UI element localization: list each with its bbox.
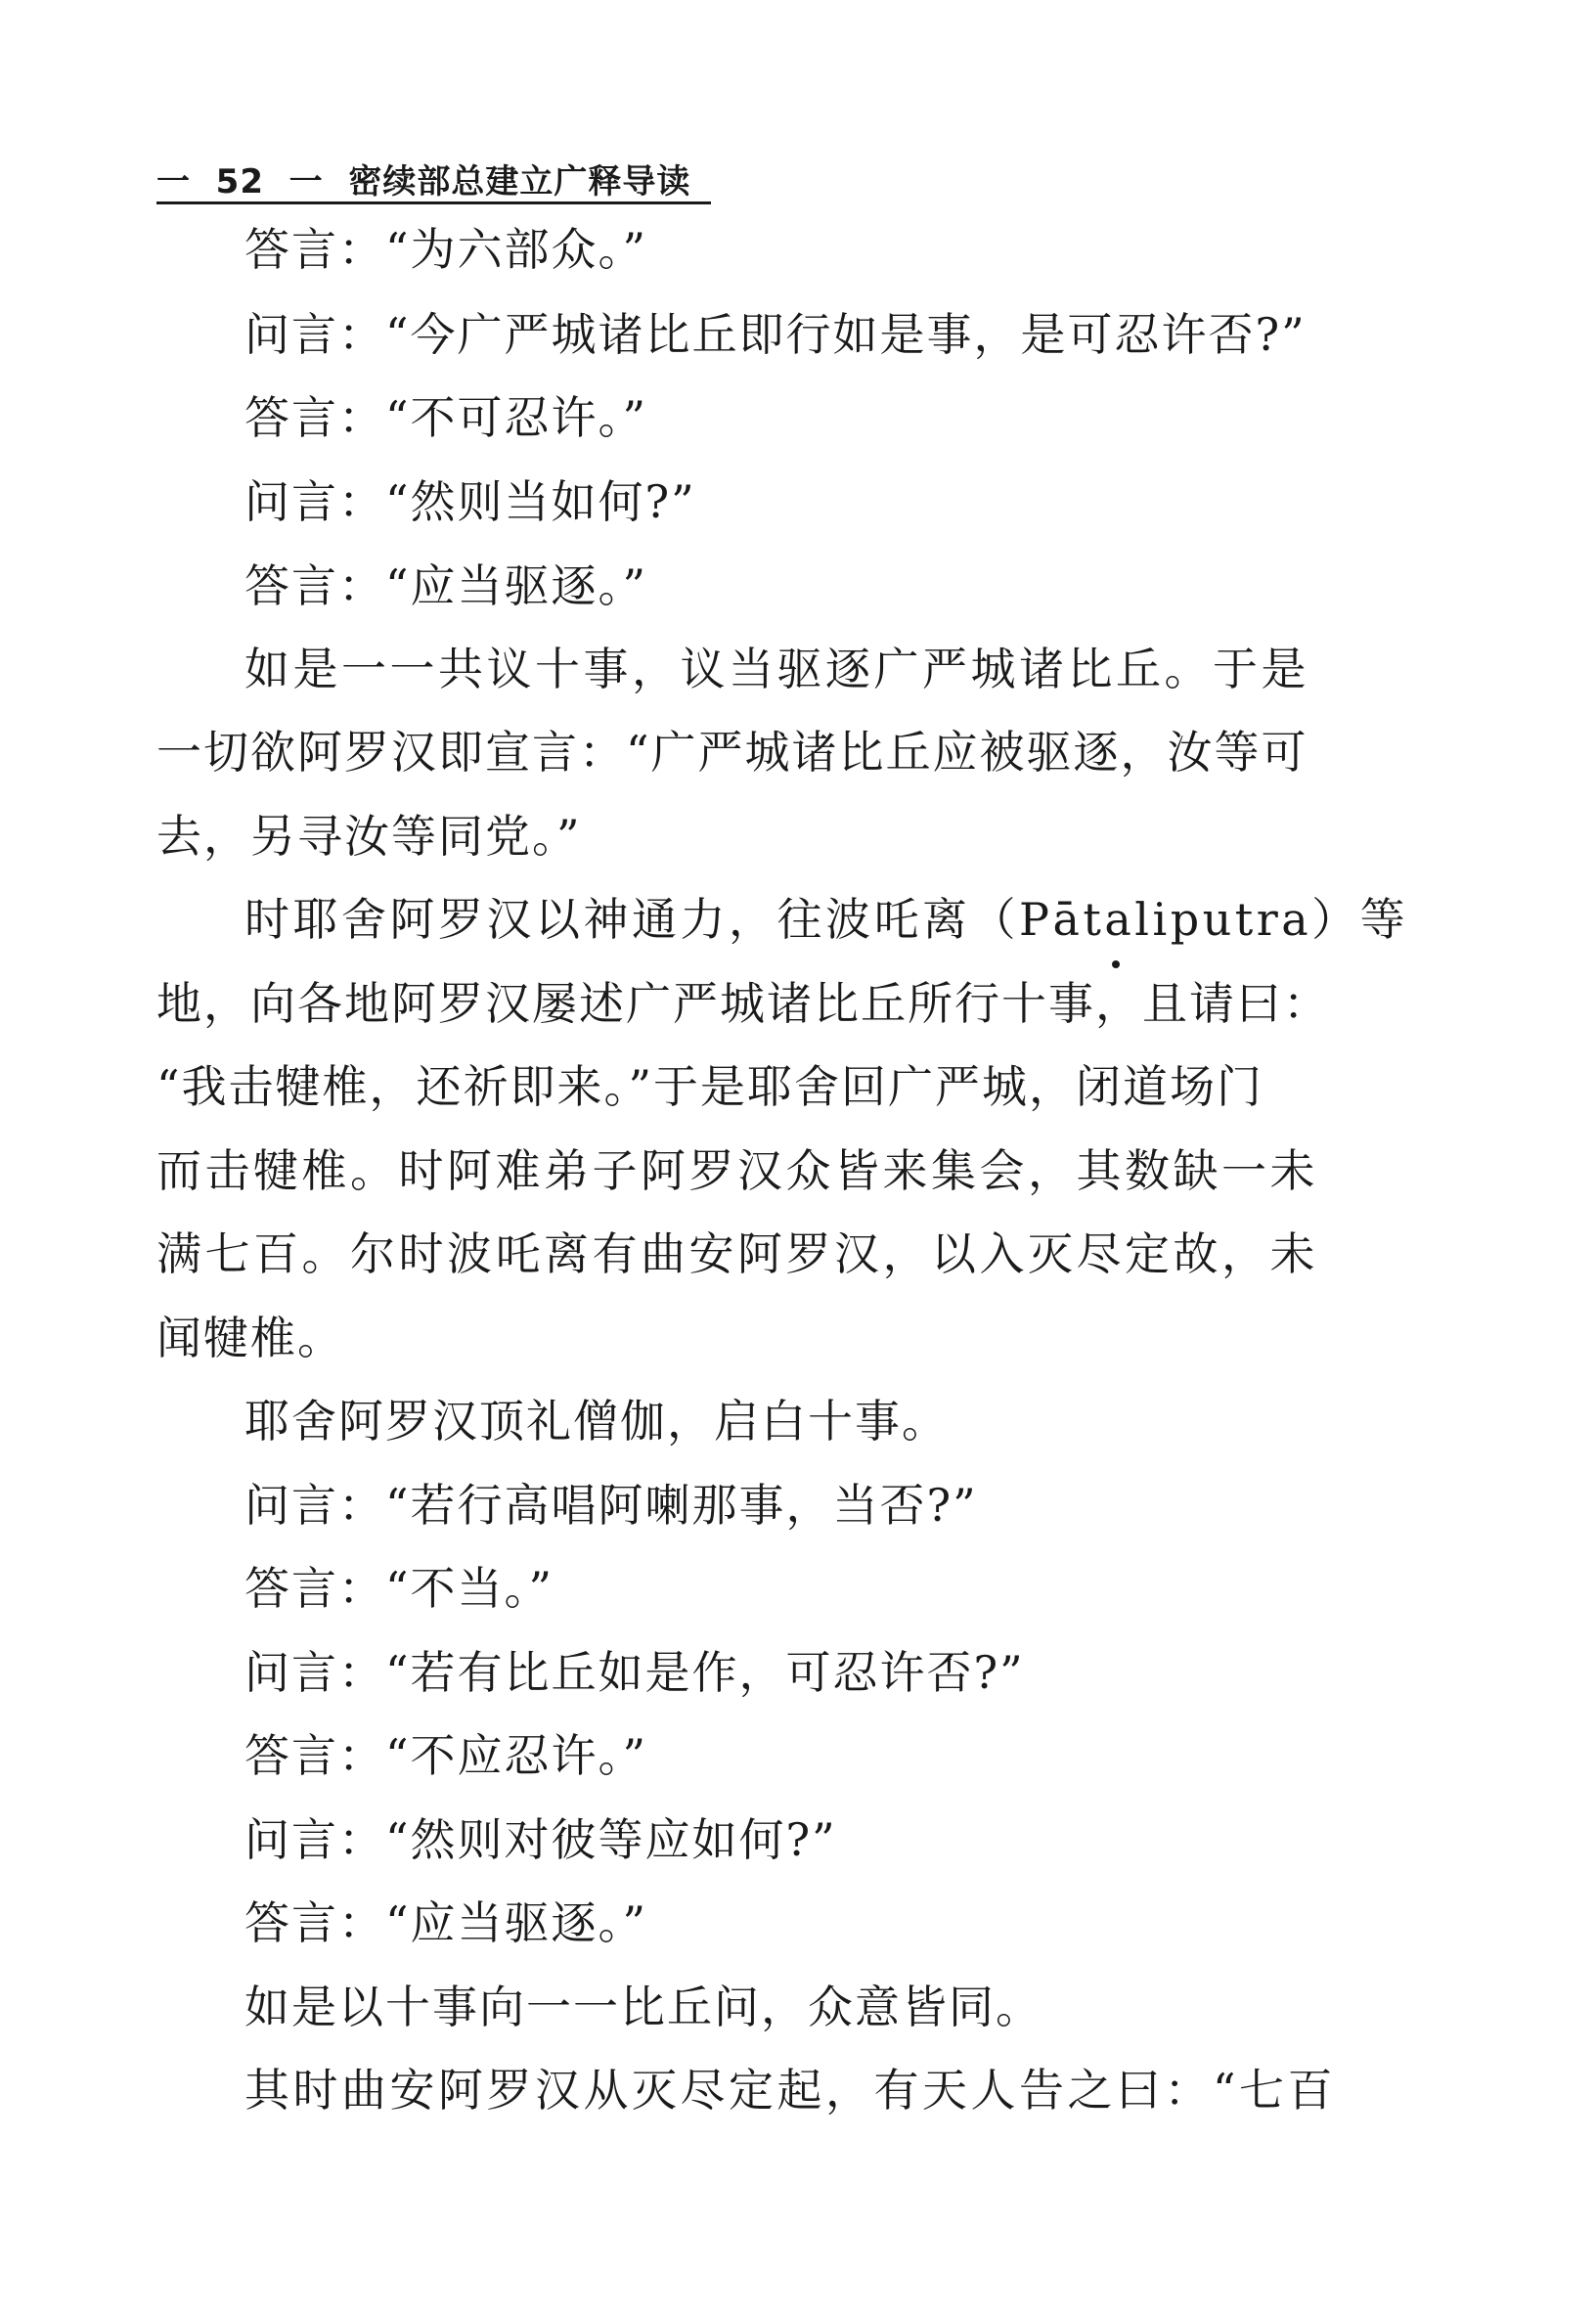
text-line: 答言：“不应忍许。” xyxy=(244,1729,648,1782)
text-line: 闻犍椎。 xyxy=(156,1312,344,1364)
text-line: 问言：“若有比丘如是作，可忍许否?” xyxy=(244,1646,1025,1699)
text-line: 答言：“应当驱逐。” xyxy=(244,559,648,612)
text-line: 满七百。尔时波吒离有曲安阿罗汉，以入灭尽定故，未 xyxy=(156,1227,1318,1280)
running-header xyxy=(156,147,711,204)
text-line: 去，另寻汝等同党。” xyxy=(156,810,582,863)
text-line: 其时曲安阿罗汉从灭尽定起，有天人告之曰：“七百 xyxy=(244,2064,1337,2116)
text-line: 答言：“为六部众。” xyxy=(244,223,648,276)
romanization-underdot xyxy=(1112,960,1120,968)
text-line: 如是以十事向一一比丘问，众意皆同。 xyxy=(244,1981,1042,2033)
text-line: “我击犍椎，还祈即来。”于是耶舍回广严城，闭道场门 xyxy=(156,1060,1264,1113)
text-line: 答言：“不当。” xyxy=(244,1562,554,1615)
text-line: 耶舍阿罗汉顶礼僧伽，启白十事。 xyxy=(244,1395,949,1448)
text-line: 问言：“然则当如何?” xyxy=(244,475,696,528)
text-line: 问言：“若行高唱阿喇那事，当否?” xyxy=(244,1479,978,1532)
text-line: 如是一一共议十事，议当驱逐广严城诸比丘。于是 xyxy=(244,643,1309,695)
header-page-number-and-title: 一 52 一 密续部总建立广释导读 xyxy=(156,162,691,201)
text-line: 问言：“然则对彼等应如何?” xyxy=(244,1813,837,1866)
text-line: 时耶舍阿罗汉以神通力，往波吒离（Pātaliputra）等 xyxy=(244,893,1409,946)
text-line: 问言：“今广严城诸比丘即行如是事，是可忍许否?” xyxy=(244,308,1307,361)
text-line: 答言：“不可忍许。” xyxy=(244,391,648,444)
text-line: 一切欲阿罗汉即宣言：“广严城诸比丘应被驱逐，汝等可 xyxy=(156,726,1308,779)
text-line: 答言：“应当驱逐。” xyxy=(244,1896,648,1949)
text-line: 而击犍椎。时阿难弟子阿罗汉众皆来集会，其数缺一未 xyxy=(156,1144,1318,1197)
text-line: 地，向各地阿罗汉屡述广严城诸比丘所行十事，且请曰： xyxy=(156,977,1330,1030)
